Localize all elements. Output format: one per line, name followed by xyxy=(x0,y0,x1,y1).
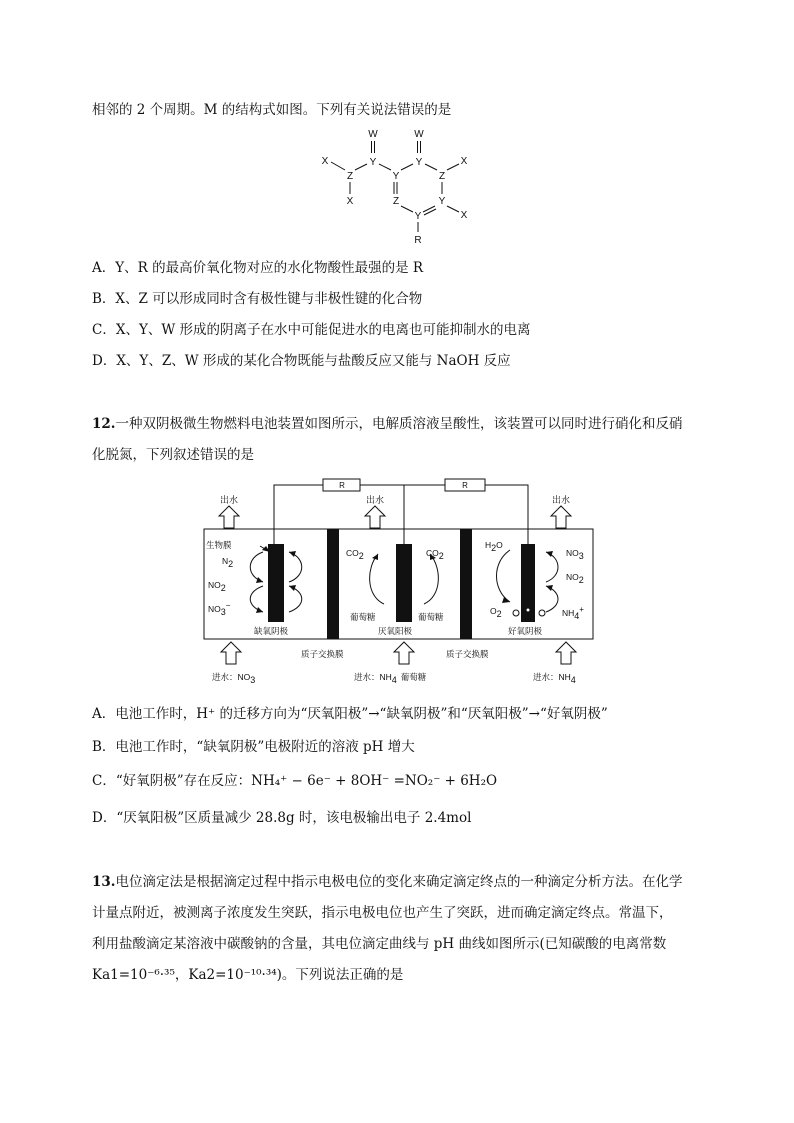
electrode-anaerobic-anode xyxy=(396,544,412,622)
atom-y4: Y xyxy=(414,211,422,222)
left-no2: NO2 xyxy=(208,580,226,593)
atom-y1: Y xyxy=(369,157,377,168)
arrow-left-4 xyxy=(289,586,302,612)
atom-x1: X xyxy=(321,156,329,167)
left-n2: N2 xyxy=(222,556,234,569)
proton-membrane-1 xyxy=(327,529,339,639)
atom-x3: X xyxy=(346,196,354,207)
bubble-1 xyxy=(513,610,519,616)
glucose-left: 葡萄糖 xyxy=(350,612,376,622)
bubble-3 xyxy=(539,610,545,616)
glucose-right: 葡萄糖 xyxy=(418,612,444,622)
q11-option-d: D．X、Y、Z、W 形成的某化合物既能与盐酸反应又能与 NaOH 反应 xyxy=(92,353,511,369)
q11-intro-line: 相邻的 2 个周期。M 的结构式如图。下列有关说法错误的是 xyxy=(92,102,452,118)
q12-number: 12. xyxy=(92,416,116,432)
right-o2: O2 xyxy=(490,606,502,619)
label-aerobic-cathode: 好氧阴极 xyxy=(508,626,543,636)
resistor-2-label: R xyxy=(462,481,468,490)
atom-x2: X xyxy=(460,156,468,167)
arrow-right-1 xyxy=(497,550,511,602)
label-membrane-1: 质子交换膜 xyxy=(301,649,344,659)
mid-co2-left: CO2 xyxy=(346,548,364,561)
bubble-2 xyxy=(526,608,530,612)
atom-y3: Y xyxy=(392,171,400,182)
q11-option-b: B．X、Z 可以形成同时含有极性键与非极性键的化合物 xyxy=(92,291,423,307)
right-h2o: H2O xyxy=(485,540,503,553)
atom-w2: W xyxy=(414,129,424,140)
arrow-right-2 xyxy=(546,552,558,582)
inlet-label-3: 进水：NH4 xyxy=(533,672,576,685)
arrow-mid-2 xyxy=(424,554,438,604)
q13-line4: Ka1=10⁻⁶·³⁵，Ka2=10⁻¹⁰·³⁴)。下列说法正确的是 xyxy=(92,967,404,983)
q13-line2: 计量点附近，被测离子浓度发生突跃，指示电极电位也产生了突跃，进而确定滴定终点。常温下， xyxy=(92,905,673,921)
outlet-arrow-1 xyxy=(219,506,239,528)
outlet-label-1: 出水 xyxy=(219,495,239,505)
arrow-left-2 xyxy=(250,586,263,612)
atom-z1: Z xyxy=(346,171,354,182)
label-membrane-2: 质子交换膜 xyxy=(446,649,489,659)
atom-y2: Y xyxy=(415,157,423,168)
inlet-label-2: 进水：NH4 葡萄糖 xyxy=(354,672,427,685)
inlet-arrow-1 xyxy=(221,642,241,664)
arrow-left-3 xyxy=(289,552,302,582)
atom-z2: Z xyxy=(438,171,446,182)
outlet-arrow-2 xyxy=(365,506,385,528)
fuel-cell-diagram xyxy=(198,476,598,692)
right-no2: NO2 xyxy=(566,572,584,585)
q12-stem-text1: 一种双阴极微生物燃料电池装置如图所示，电解质溶液呈酸性，该装置可以同时进行硝化和反硝 xyxy=(115,416,683,432)
label-anaerobic-anode: 厌氧阳极 xyxy=(378,626,413,636)
q12-option-d: D．“厌氧阳极”区质量减少 28.8g 时，该电极输出电子 2.4mol xyxy=(92,810,472,826)
q12-option-c: C．“好氧阴极”存在反应：NH₄⁺ − 6e⁻ + 8OH⁻ =NO₂⁻ + 6H₂O xyxy=(92,773,498,789)
inlet-label-1: 进水：NO3 xyxy=(212,672,256,685)
mid-co2-right: CO2 xyxy=(426,548,444,561)
biofilm-label: 生物膜 xyxy=(206,540,232,550)
q13-line3: 利用盐酸滴定某溶液中碳酸钠的含量，其电位滴定曲线与 pH 曲线如图所示(已知碳酸的电离常数 xyxy=(92,936,667,952)
atom-z3: Z xyxy=(392,196,400,207)
right-nh4: NH4+ xyxy=(562,605,584,621)
q12-stem-line1 xyxy=(92,414,683,434)
arrow-mid-1 xyxy=(370,554,384,604)
q12-stem-line2: 化脱氮，下列叙述错误的是 xyxy=(92,447,254,463)
outlet-label-2: 出水 xyxy=(365,495,385,505)
atom-r: R xyxy=(414,235,422,246)
q11-option-a: A．Y、R 的最高价氧化物对应的水化物酸性最强的是 R xyxy=(92,260,424,276)
inlet-arrow-3 xyxy=(556,642,576,664)
left-no3: NO3− xyxy=(208,601,231,617)
proton-membrane-2 xyxy=(460,529,472,639)
right-no3: NO3 xyxy=(566,548,584,561)
q12-option-b: B．电池工作时，“缺氧阴极”电极附近的溶液 pH 增大 xyxy=(92,739,415,755)
atom-y5: Y xyxy=(438,196,446,207)
arrow-right-3 xyxy=(546,586,558,612)
q13-number: 13. xyxy=(92,874,116,890)
outlet-arrow-3 xyxy=(551,506,571,528)
q12-option-a: A．电池工作时，H⁺ 的迁移方向为“厌氧阳极”→“缺氧阴极”和“厌氧阳极”→“好氧阴极” xyxy=(92,706,608,722)
label-anoxic-cathode: 缺氧阴极 xyxy=(254,626,289,636)
arrow-left-1 xyxy=(250,552,263,582)
structural-formula xyxy=(315,126,475,248)
q11-option-c: C．X、Y、W 形成的阴离子在水中可能促进水的电离也可能抑制水的电离 xyxy=(92,322,531,338)
electrode-anoxic-cathode xyxy=(268,544,284,622)
q13-line1 xyxy=(92,872,683,892)
resistor-1-label: R xyxy=(339,481,345,490)
atom-x4: X xyxy=(460,210,468,221)
outlet-label-3: 出水 xyxy=(551,495,571,505)
q13-text1: 电位滴定法是根据滴定过程中指示电极电位的变化来确定滴定终点的一种滴定分析方法。在化学 xyxy=(115,874,683,890)
inlet-arrow-2 xyxy=(394,642,414,664)
atom-w1: W xyxy=(368,129,378,140)
